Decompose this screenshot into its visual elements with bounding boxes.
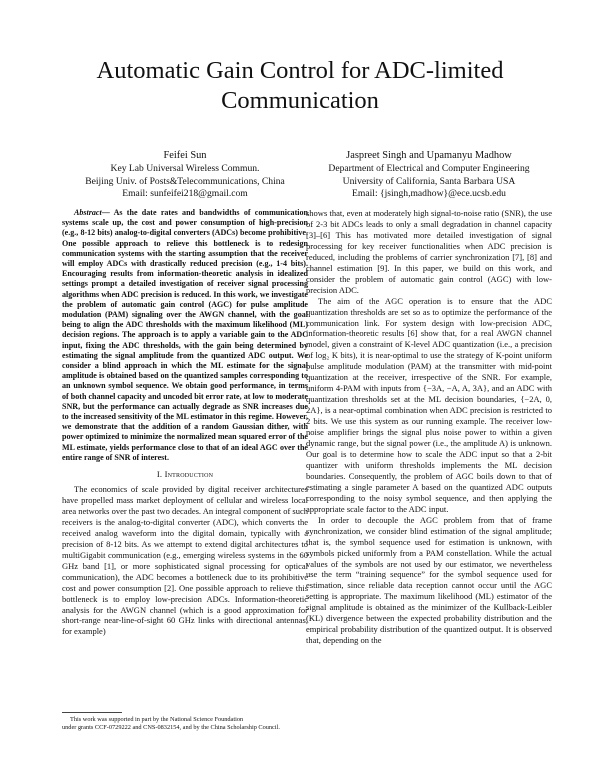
abstract-text: — As the date rates and bandwidths of communication systems scale up, the cost and power consumption of high-precision (e.g., 8-12 bits) analog-to-digital converters (ADCs) become prohibitive. One possible approach to relieve this bottleneck is to redesign communication systems with the starting assumption that the receiver will employ ADCs with drastically reduced precision (e.g., 1-4 bits). Encouraging results from information-theoretic analysis in idealized settings prompt a detailed investigation of receiver signal processing algorithms when ADC precision is reduced. In this work, we investigate the problem of automatic gain control (AGC) for pulse amplitude modulation (PAM) signaling over the AWGN channel, with the goal being to align the ADC thresholds with the maximum likelihood (ML) decision regions. The approach is to apply a variable gain to the ADC input, fixing the ADC thresholds, with the gain being determined by estimating the signal amplitude from the quantized ADC output. We consider a blind approach in which the ML estimate for the signal amplitude is obtained based on the quantized samples corresponding to an unknown symbol sequence. We obtain good performance, in terms of both channel capacity and uncoded bit error rate, at low to moderate SNR, but the performance can actually degrade as SNR increases due to the increased sensitivity of the ML estimator in this regime. However, we demonstrate that the addition of a random Gaussian dither, with power optimized to minimize the normalized mean squared error of the ML estimate, yields performance close to that of an ideal AGC over the entire range of SNR of interest. [62, 208, 308, 462]
section-heading: I. Introduction [156, 469, 214, 480]
author-affiliation: University of California, Santa Barbara USA [342, 175, 516, 187]
footnote-line: under grants CCF-0729222 and CNS-0832154, and by the China Scholarship Council. [62, 723, 280, 731]
paper-title: Automatic Gain Control for ADC-limited Communication [96, 57, 504, 114]
abstract [62, 208, 308, 463]
author-block-2 [306, 150, 552, 201]
author-affiliation: Key Lab Universal Wireless Commun. [110, 162, 260, 174]
footnote-line: This work was supported in part by the National Science Foundation [70, 716, 244, 723]
author-affiliation: Department of Electrical and Computer Engineering [328, 162, 530, 174]
footnote-divider [62, 712, 122, 713]
author-affiliation: Beijing Univ. of Posts&Telecommunications, China [85, 175, 285, 187]
right-column [306, 208, 552, 646]
body-paragraph: shows that, even at moderately high signal-to-noise ratio (SNR), the use of 2-3 bit ADCs leads to only a small degradation in channel capacity [3]–[6] This has motivated more detailed investigation of signal processing for key receiver functionalities when ADC precision is reduced, including the problems of carrier synchronization [7], [8] and channel estimation [9]. In this paper, we build on this work, and consider the problem of automatic gain control (AGC) with low-precision ADC. [306, 208, 552, 295]
footnote [62, 716, 302, 732]
author-email: Email: {jsingh,madhow}@ece.ucsb.edu [352, 188, 506, 200]
author-block-1 [62, 150, 308, 201]
abstract-label: Abstract [74, 208, 102, 217]
body-paragraph: In order to decouple the AGC problem from that of frame synchronization, we consider blind estimation of the signal amplitude; that is, the symbol sequence used for estimation is unknown, with symbols picked uniformly from a PAM constellation. While the actual values of the symbols are not used by our estimator, we nevertheless use the term “training sequence” for the symbol sequence used for estimation, since reliable data reception cannot occur until the AGC setting is appropriate. The maximum likelihood (ML) estimator of the signal amplitude is obtained as the minimizer of the Kullback-Leibler (KL) divergence between the expected probability distribution and the empirical probability distribution of the quantized output. It is observed that, depending on the [306, 514, 552, 646]
author-email: Email: sunfeifei218@gmail.com [122, 188, 248, 200]
author-name: Jaspreet Singh and Upamanyu Madhow [346, 150, 512, 161]
body-paragraph: The aim of the AGC operation is to ensure that the ADC quantization thresholds are set so as to optimize the performance of the communication link. For system design with low-precision ADC, information-theoretic results [6] show that, for a real AWGN channel model, given a constraint of K-level ADC quantization (i.e., a precision of log₂ K bits), it is near-optimal to use the strategy of K-point uniform pulse amplitude modulation (PAM) at the transmitter with mid-point quantization at the receiver, irrespective of the SNR. For example, uniform 4-PAM with inputs from {−3A, −A, A, 3A}, and an ADC with quantization thresholds set at the ML decision boundaries, {−2A, 0, 2A}, is a near-optimal combination when ADC precision is restricted to 2 bits. We use this system as our running example. The receiver low-noise amplifier brings the signal plus noise power to within a given dynamic range, but the signal power (i.e., the amplitude A) is unknown. Our goal is to determine how to scale the ADC input so that a 2-bit quantizer with uniform thresholds implements the ML decision boundaries. Consequently, the problem of AGC boils down to that of estimating a single parameter A based on the quantized ADC outputs corresponding to the noisy symbol sequence, and then applying the appropriate scale factor to the ADC input. [306, 295, 552, 514]
intro-paragraph: The economics of scale provided by digital receiver architectures have propelled mass market deployment of cellular and wireless local area networks over the past two decades. An integral component of such receivers is the analog-to-digital converter (ADC), which converts the received analog waveform into the digital domain, typically with a precision of 8-12 bits. As we attempt to extend digital architectures to multiGigabit communication (e.g., emerging wireless systems in the 60 GHz band [1], or more sophisticated signal processing for optical communication), the ADC becomes a bottleneck due to its prohibitive cost and power consumption [2]. One possible approach to relieve this bottleneck is to employ low-precision ADCs. Information-theoretic analysis for the AWGN channel (which is a good approximation for short-range near-line-of-sight 60 GHz links with directional antennas, for example) [62, 484, 308, 637]
left-column [62, 208, 308, 637]
author-name: Feifei Sun [163, 150, 207, 161]
